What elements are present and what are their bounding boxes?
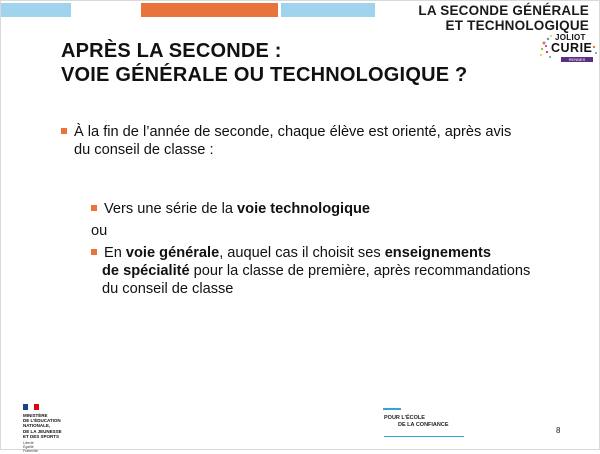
bullet2-bold-specialite: de spécialité xyxy=(102,263,190,279)
french-flag-icon xyxy=(23,404,39,410)
header-title-line2: ET TECHNOLOGIQUE xyxy=(445,18,589,33)
school-line1: POUR L’ÉCOLE xyxy=(384,415,425,421)
slide-title-line1: APRÈS LA SECONDE : xyxy=(61,40,282,62)
bullet-technological xyxy=(91,200,370,218)
intro-paragraph xyxy=(61,123,551,159)
bullet2-bold-voie-generale: voie générale xyxy=(125,245,220,261)
ministry-name xyxy=(23,413,83,439)
logo-text-joliot: JOLIOT xyxy=(555,33,586,42)
ministry-line: MINISTÈRE xyxy=(23,413,48,418)
intro-line2: du conseil de classe : xyxy=(74,142,214,158)
header-title-line1: LA SECONDE GÉNÉRALE xyxy=(418,3,589,18)
bullet2-mid: , auquel cas il choisit ses xyxy=(219,245,385,261)
ministry-line: DE L’ÉDUCATION xyxy=(23,418,61,424)
top-bar-light-blue-1 xyxy=(1,3,71,17)
blue-accent-bar xyxy=(383,408,401,410)
ministry-motto xyxy=(23,441,83,454)
ministry-line: NATIONALE, xyxy=(23,423,51,429)
bullet-general xyxy=(91,244,530,298)
intro-line1: À la fin de l’année de seconde, chaque élève est orienté, après avis xyxy=(74,124,512,140)
motto-line: Liberté xyxy=(23,441,34,446)
bullet1-bold: voie technologique xyxy=(237,201,371,217)
logo-text-rennes: RENNES xyxy=(561,57,593,62)
orange-square-bullet-icon xyxy=(61,128,67,134)
ministry-line: DE LA JEUNESSE xyxy=(23,428,62,434)
or-text: ou xyxy=(91,223,108,239)
top-bar-light-blue-2 xyxy=(281,3,375,17)
motto-line: Égalité xyxy=(23,445,34,450)
orange-square-bullet-icon xyxy=(91,249,97,255)
bullet2-line3: du conseil de classe xyxy=(102,281,234,297)
bullet2-bold-enseignements: enseignements xyxy=(384,245,491,261)
orange-square-bullet-icon xyxy=(91,205,97,211)
school-of-trust-logo xyxy=(384,415,449,429)
logo-text-curie: CURIE xyxy=(551,41,593,55)
page-number: 8 xyxy=(556,426,561,435)
ministry-line: ET DES SPORTS xyxy=(23,433,60,439)
bullet2-rest: pour la classe de première, après recommandations xyxy=(189,263,531,279)
top-bar-orange-1 xyxy=(141,3,278,17)
header-title xyxy=(418,3,589,33)
bullet1-prefix: Vers une série de la xyxy=(104,201,238,217)
slide-title xyxy=(61,39,467,87)
school-line2: DE LA CONFIANCE xyxy=(398,422,449,428)
blue-underline xyxy=(384,436,464,437)
ministry-logo xyxy=(23,404,83,454)
joliot-curie-logo xyxy=(538,33,600,67)
motto-line: Fraternité xyxy=(23,449,38,454)
slide-title-line2: VOIE GÉNÉRALE OU TECHNOLOGIQUE ? xyxy=(61,64,468,86)
bullet2-prefix: En xyxy=(104,245,126,261)
